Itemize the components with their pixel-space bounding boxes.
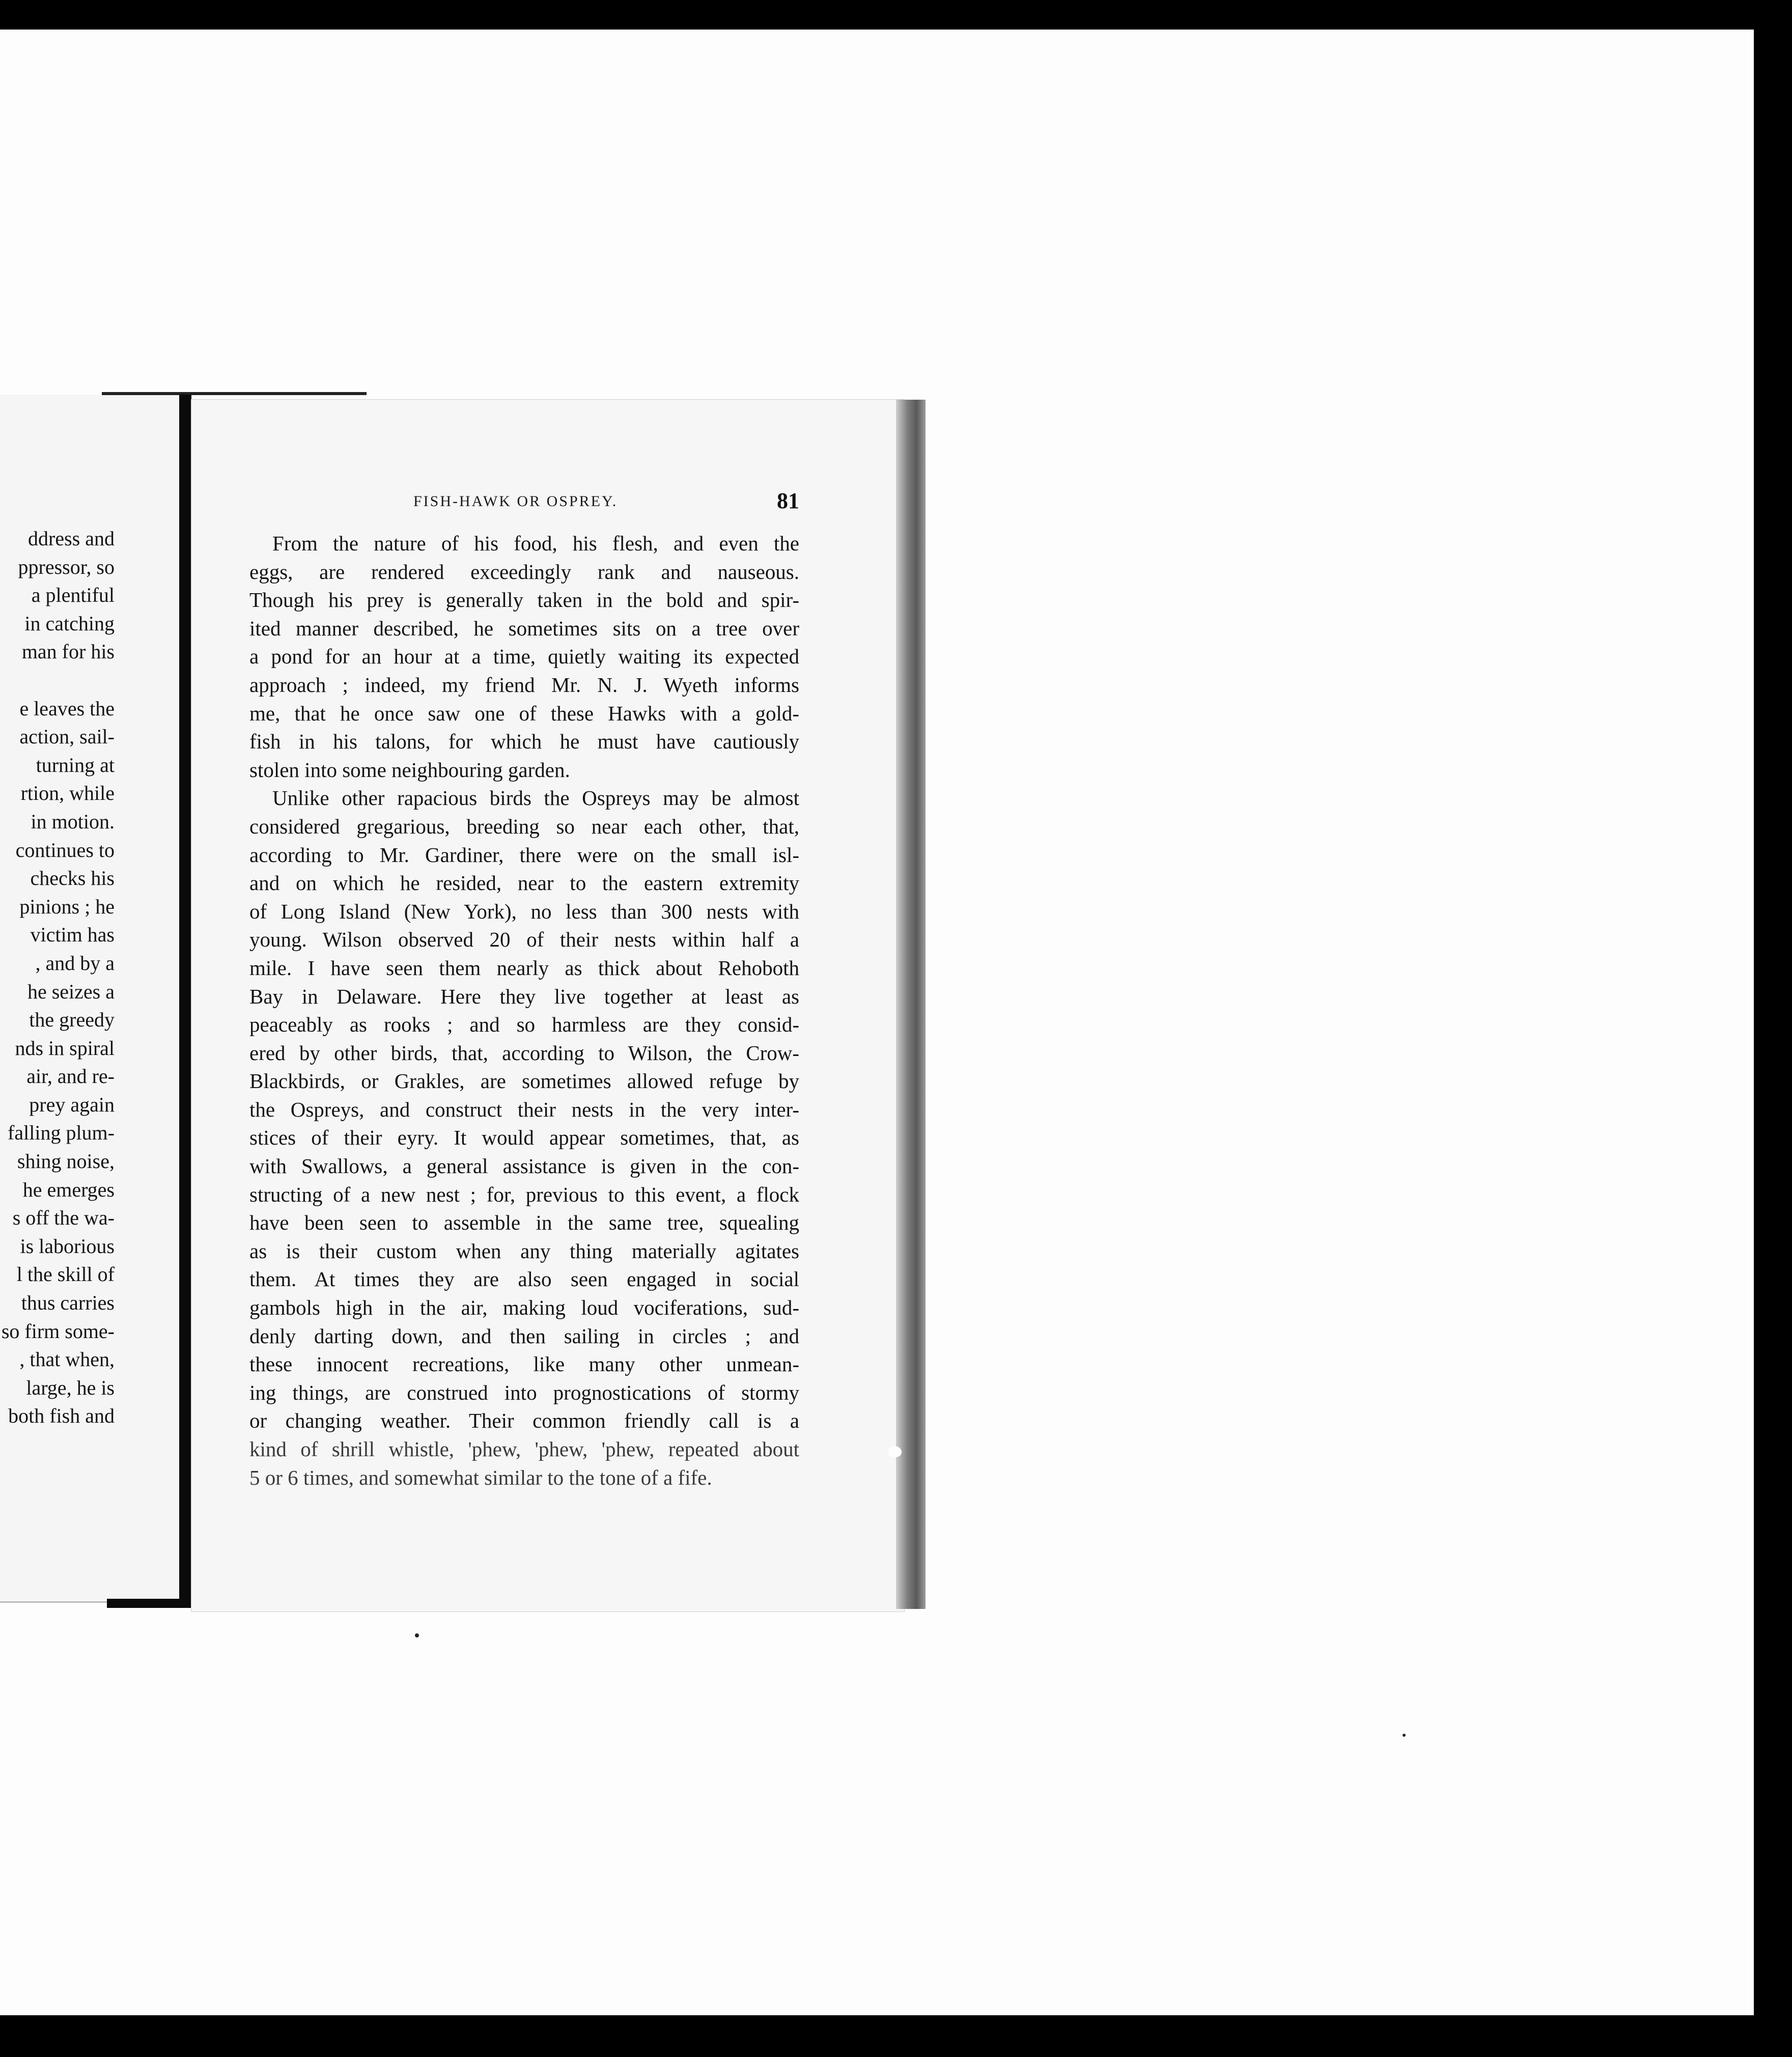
- left-text-line: the greedy: [29, 1008, 115, 1032]
- text-line: and on which he resided, near to the eastern extremity: [249, 871, 799, 895]
- page-number: 81: [777, 488, 799, 513]
- left-text-line: [0, 666, 115, 694]
- text-line: denly darting down, and then sailing in circles ; and: [249, 1324, 799, 1348]
- text-line: eggs, are rendered exceedingly rank and nauseous.: [249, 560, 799, 583]
- text-line: Unlike other rapacious birds the Ospreys may be almost: [272, 786, 799, 810]
- left-text-line: nds in spiral: [15, 1036, 115, 1060]
- text-line: stices of their eyry. It would appear sometimes, that, as: [249, 1126, 799, 1150]
- text-line: me, that he once saw one of these Hawks with a gold-: [249, 701, 799, 725]
- text-line: peaceably as rooks ; and so harmless are they consid-: [249, 1013, 799, 1037]
- left-text-line: he seizes a: [27, 980, 115, 1003]
- page-header: [249, 488, 799, 518]
- left-text-line: so firm some-: [1, 1319, 115, 1343]
- left-text-line: checks his: [30, 867, 115, 890]
- left-text-line: in motion.: [31, 810, 115, 833]
- text-line: the Ospreys, and construct their nests in the very inter-: [249, 1097, 799, 1121]
- left-text-line: continues to: [15, 838, 115, 861]
- text-line: fish in his talons, for which he must have cautiously: [249, 730, 799, 754]
- text-line: stolen into some neighbouring garden.: [249, 758, 570, 782]
- left-text-line: is laborious: [20, 1234, 115, 1258]
- text-line: approach ; indeed, my friend Mr. N. J. Wyeth informs: [249, 673, 799, 697]
- left-text-line: in catching: [24, 611, 115, 635]
- left-text-line: rtion, while: [20, 782, 115, 805]
- text-line: 5 or 6 times, and somewhat similar to the tone of a fife.: [249, 1465, 712, 1489]
- left-text-line: both fish and: [8, 1404, 115, 1428]
- dust-speck: [415, 1633, 419, 1637]
- book-gutter: [179, 395, 191, 1604]
- right-page-text: [249, 530, 799, 1492]
- left-text-line: s off the wa-: [12, 1206, 115, 1230]
- left-text-line: e leaves the: [19, 697, 115, 720]
- text-line: ing things, are construed into prognostications of stormy: [249, 1380, 799, 1404]
- left-text-line: pinions ; he: [19, 895, 115, 918]
- paper-tear-mark: [888, 1446, 902, 1457]
- text-line: considered gregarious, breeding so near each other, that,: [249, 814, 799, 838]
- text-line: or changing weather. Their common friendly call is a: [249, 1409, 799, 1433]
- text-line: ited manner described, he sometimes sits on a tree over: [249, 616, 799, 640]
- page-fore-edge: [896, 400, 926, 1609]
- left-text-line: thus carries: [21, 1291, 115, 1315]
- text-line: a pond for an hour at a time, quietly waiting its expected: [249, 645, 799, 669]
- gutter-top-rule: [102, 392, 367, 395]
- left-text-line: shing noise,: [17, 1150, 115, 1173]
- left-text-line: he emerges: [22, 1178, 115, 1201]
- dust-speck: [1403, 1734, 1406, 1737]
- left-text-line: , and by a: [35, 951, 115, 975]
- left-text-line: ppressor, so: [18, 555, 115, 578]
- left-text-line: a plentiful: [31, 583, 115, 607]
- left-text-line: falling plum-: [8, 1121, 115, 1145]
- text-line: Though his prey is generally taken in the bold and spir-: [249, 588, 799, 612]
- text-line: of Long Island (New York), no less than 300 nests with: [249, 899, 799, 923]
- left-text-line: victim has: [30, 923, 115, 947]
- left-text-line: air, and re-: [26, 1065, 115, 1088]
- left-page: [0, 395, 183, 1603]
- text-line: kind of shrill whistle, 'phew, 'phew, 'phew, repeated about: [249, 1437, 799, 1461]
- text-line: have been seen to assemble in the same tree, squealing: [249, 1211, 799, 1235]
- text-line: young. Wilson observed 20 of their nests within half a: [249, 928, 799, 952]
- text-line: them. At times they are also seen engaged in social: [249, 1267, 799, 1291]
- text-line: structing of a new nest ; for, previous to this event, a flock: [249, 1182, 799, 1206]
- running-title: FISH-HAWK OR OSPREY.: [413, 493, 618, 510]
- left-text-line: ddress and: [28, 527, 115, 550]
- text-line: with Swallows, a general assistance is given in the con-: [249, 1154, 799, 1178]
- left-text-line: turning at: [36, 753, 115, 776]
- left-text-line: prey again: [29, 1093, 115, 1116]
- text-line: ered by other birds, that, according to Wilson, the Crow-: [249, 1041, 799, 1065]
- left-page-text: [0, 524, 115, 1430]
- text-line: From the nature of his food, his flesh, and even the: [272, 532, 799, 555]
- left-text-line: , that when,: [19, 1348, 115, 1371]
- text-line: these innocent recreations, like many other unmean-: [249, 1352, 799, 1376]
- text-line: mile. I have seen them nearly as thick about Rehoboth: [249, 956, 799, 980]
- left-text-line: l the skill of: [16, 1263, 115, 1286]
- text-line: Blackbirds, or Grakles, are sometimes allowed refuge by: [249, 1069, 799, 1093]
- left-text-line: large, he is: [26, 1376, 115, 1399]
- left-text-line: man for his: [21, 640, 115, 663]
- text-line: gambols high in the air, making loud vociferations, sud-: [249, 1296, 799, 1320]
- text-line: according to Mr. Gardiner, there were on the small isl-: [249, 843, 799, 867]
- text-line: Bay in Delaware. Here they live together at least as: [249, 984, 799, 1008]
- text-line: as is their custom when any thing materially agitates: [249, 1239, 799, 1263]
- left-text-line: action, sail-: [19, 725, 115, 748]
